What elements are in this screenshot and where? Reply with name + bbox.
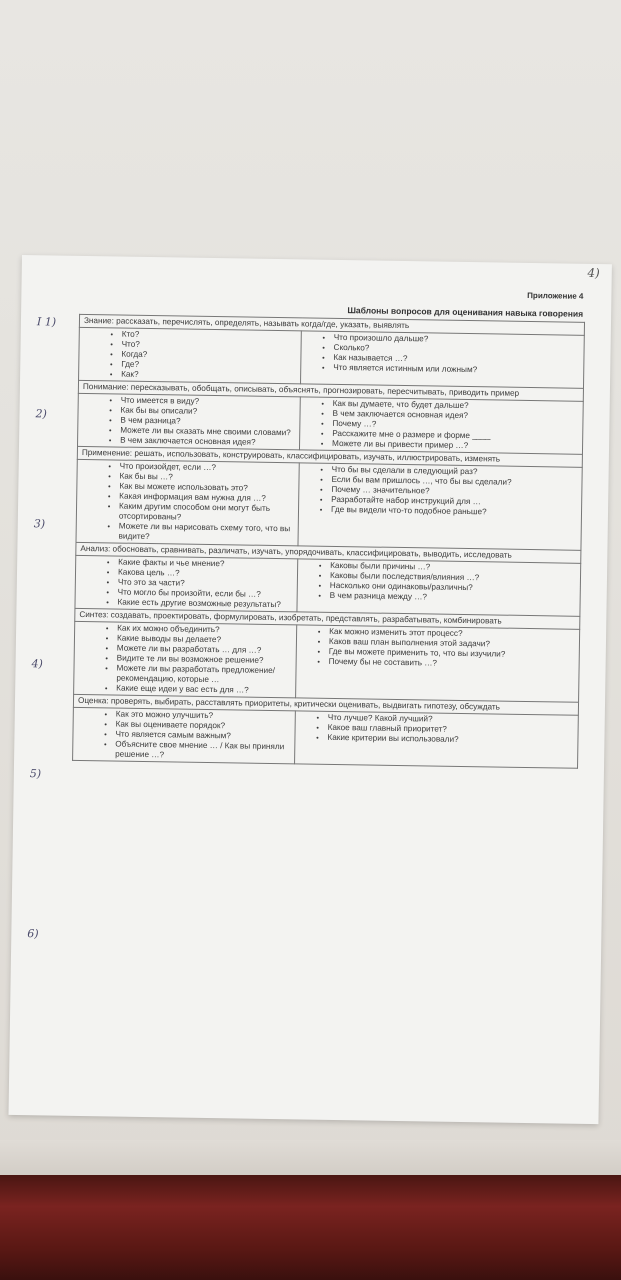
section-mark-2: 2) [35, 407, 47, 421]
list-item: • Можете ли вы разработать … для …? [117, 644, 292, 657]
list-item: • Как вы оцениваете порядок? [116, 720, 291, 733]
section-header-text: Синтез: создавать, проектировать, формулировать, изобретать, представлять, разрабатывать, комбинировать [79, 609, 502, 626]
paper-sheet [8, 255, 611, 1124]
list-item: • Какие еще идеи у вас есть для …? [116, 684, 291, 697]
list-item: • Каким другим способом они могут быть отсортированы? [119, 502, 294, 525]
list-item: • Как бы вы описали? [120, 406, 295, 419]
list-item: • В чем заключается основная идея? [332, 409, 578, 423]
list-item: • Можете ли вы привести пример …? [332, 439, 578, 453]
list-item: • Почему … значительное? [331, 485, 577, 499]
left-column [76, 459, 299, 545]
list-item: • Какова цель …? [118, 568, 293, 581]
section-header-text: Анализ: обосновать, сравнивать, различать, изучать, упорядочивать, классифицировать, выводить, исследовать [80, 543, 512, 560]
section-mark-6: 6) [27, 927, 39, 941]
document-title: Шаблоны вопросов для оценивания навыка говорения [347, 305, 584, 319]
list-item: • Как вы думаете, что будет дальше? [333, 399, 579, 413]
left-column [79, 327, 302, 383]
section-mark-1: I 1) [36, 315, 57, 329]
list-item: • Каковы были последствия/влияния …? [330, 571, 576, 585]
list-item: • Что это за части? [118, 578, 293, 591]
list-item: • Где вы видели что-то подобное раньше? [331, 505, 577, 519]
list-item: • Насколько они одинаковы/различны? [330, 581, 576, 595]
list-item: • Почему бы не составить …? [329, 657, 575, 671]
list-item: • Что могло бы произойти, если бы …? [118, 588, 293, 601]
right-column [296, 625, 580, 702]
corner-handwritten-mark: 4) [587, 265, 600, 281]
list-item: • Объясните свое мнение … / Как вы приняли решение …? [115, 740, 290, 763]
right-column [295, 711, 579, 768]
list-item: • Как это можно улучшить? [116, 710, 291, 723]
red-surface [0, 1175, 621, 1280]
left-column [75, 555, 298, 611]
left-column [78, 393, 301, 449]
section-mark-5: 5) [29, 767, 42, 781]
list-item: • Кто? [122, 330, 297, 343]
left-column [73, 707, 296, 763]
list-item: • Какие критерии вы использовали? [327, 733, 573, 747]
list-item: • Что является самым важным? [115, 730, 290, 743]
list-item: • Каков ваш план выполнения этой задачи? [329, 637, 575, 651]
list-item: • В чем заключается основная идея? [120, 436, 295, 449]
list-item: • Что лучше? Какой лучший? [328, 713, 574, 727]
left-column [74, 621, 297, 697]
list-item: • Что произойдет, если …? [120, 462, 295, 475]
list-item: • Какая информация вам нужна для …? [119, 492, 294, 505]
list-item: • Расскажите мне о размере и форме ____ [332, 429, 578, 443]
list-item: • Какие факты и чье мнение? [118, 558, 293, 571]
list-item: • Что имеется в виду? [121, 396, 296, 409]
section-header-text: Применение: решать, использовать, конструировать, классифицировать, изучать, иллюстрировать, изменять [81, 447, 501, 464]
list-item: • В чем разница? [120, 416, 295, 429]
section-header-text: Оценка: проверять, выбирать, расставлять приоритеты, критически оценивать, выдвигать гипотезу, обсуждать [77, 695, 501, 712]
section-mark-3: 3) [33, 517, 46, 531]
section-header-text: Знание: рассказать, перечислять, определять, называть когда/где, указать, выявлять [83, 315, 410, 331]
list-item: • Что? [122, 340, 297, 353]
appendix-label: Приложение 4 [527, 290, 584, 301]
list-item: • Где? [121, 360, 296, 373]
right-column [298, 463, 582, 550]
list-item: • Что является истинным или ложным? [333, 363, 579, 377]
list-item: • Каковы были причины …? [330, 561, 576, 575]
list-item: • Какие выводы вы делаете? [117, 634, 292, 647]
list-item: • Что произошло дальше? [334, 333, 580, 347]
list-item: • Можете ли вы сказать мне своими словами? [120, 426, 295, 439]
list-item: • Сколько? [334, 343, 580, 357]
list-item: • Почему …? [332, 419, 578, 433]
list-item: • Когда? [121, 350, 296, 363]
list-item: • Можете ли вы нарисовать схему того, что вы видите? [119, 522, 294, 545]
question-templates-table [72, 314, 585, 769]
list-item: • Какие есть другие возможные результаты? [117, 598, 292, 611]
list-item: • Что бы вы сделали в следующий раз? [332, 465, 578, 479]
list-item: • В чем разница между …? [330, 591, 576, 605]
list-item: • Разработайте набор инструкций для … [331, 495, 577, 509]
right-column [299, 397, 583, 454]
list-item: • Какое ваш главный приоритет? [328, 723, 574, 737]
section-mark-4: 4) [31, 657, 43, 671]
list-item: • Если бы вам пришлось …, что бы вы сделали? [331, 475, 577, 489]
right-column [301, 331, 585, 388]
right-column [297, 559, 581, 616]
list-item: • Как вы можете использовать это? [119, 482, 294, 495]
list-item: • Как можно изменить этот процесс? [329, 627, 575, 641]
list-item: • Как их можно объединить? [117, 624, 292, 637]
list-item: • Как бы вы …? [119, 472, 294, 485]
list-item: • Видите те ли вы возможное решение? [117, 654, 292, 667]
section-header-text: Понимание: пересказывать, обобщать, описывать, объяснять, прогнозировать, пересчитывать, приводить пример [82, 381, 520, 398]
list-item: • Можете ли вы разработать предложение/рекомендацию, которые … [116, 664, 291, 687]
list-item: • Где вы можете применить то, что вы изучили? [329, 647, 575, 661]
list-item: • Как называется …? [333, 353, 579, 367]
list-item: • Как? [121, 370, 296, 383]
